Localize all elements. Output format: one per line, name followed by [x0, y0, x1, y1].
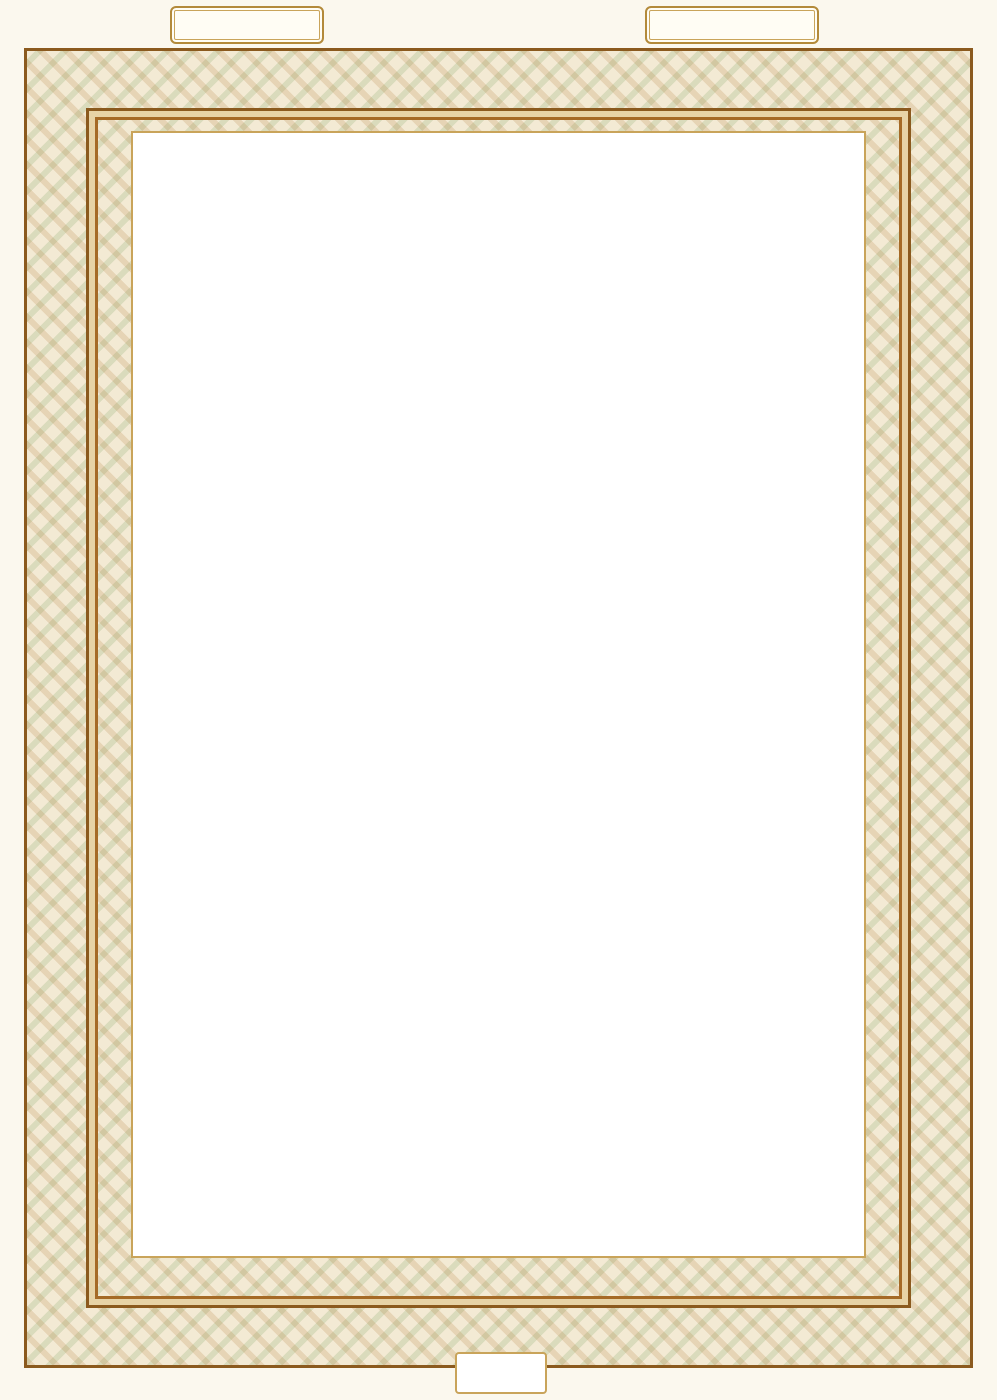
right-ornament-band: [906, 51, 966, 1365]
juz-title-box: [645, 6, 819, 44]
top-ornament-band: [27, 55, 970, 115]
page-number: [455, 1352, 547, 1394]
surah-title-box: [170, 6, 324, 44]
quran-text-panel: [131, 131, 866, 1258]
left-ornament-band: [31, 51, 91, 1365]
